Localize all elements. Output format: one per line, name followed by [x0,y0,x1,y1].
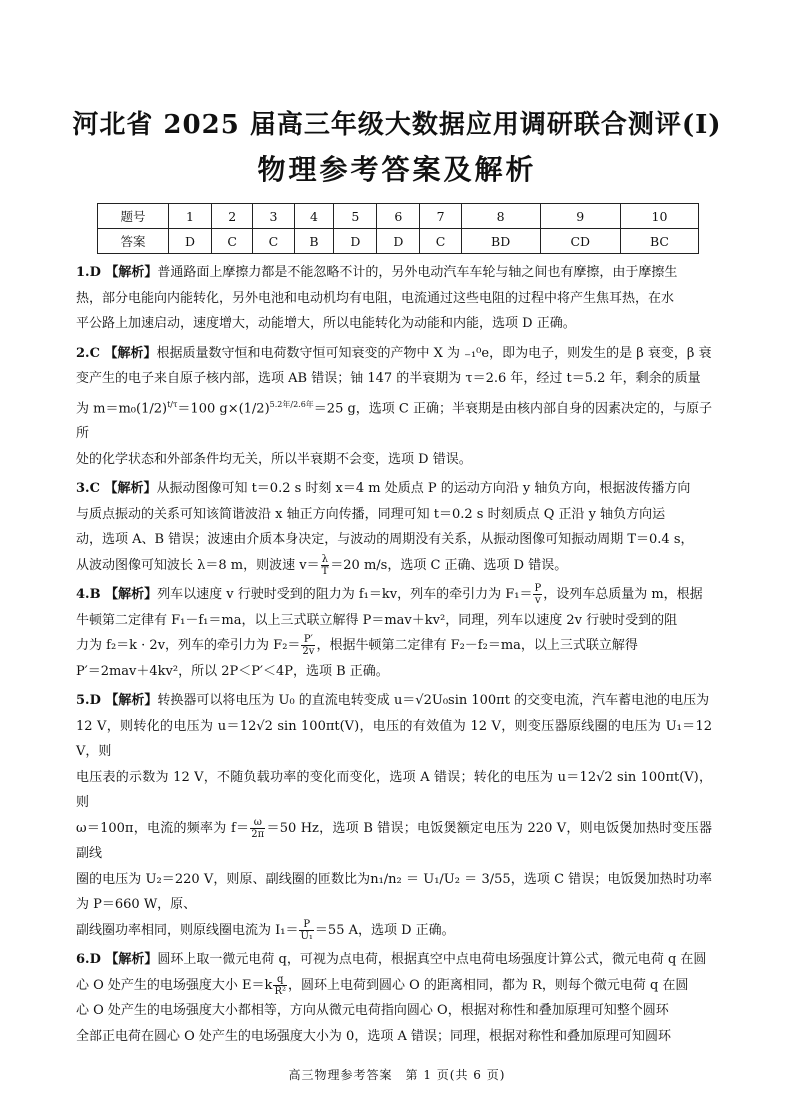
denominator: 2π [251,828,265,840]
denominator: R² [274,985,286,997]
table-cell: BD [461,229,540,254]
text-line: 与质点振动的关系可知该简谐波沿 x 轴正方向传播，同理可知 t＝0.2 s 时刻质点 Q 正沿 y 轴负方向运 [76,506,666,522]
solution-4 [76,582,712,684]
denominator: T [321,565,329,577]
table-cell: CD [540,229,620,254]
table-cell: 3 [253,204,294,229]
text-fragment: ，设列车总质量为 m，根据 [543,587,703,603]
text-line: P′＝2mav＋4kv²，所以 2P＜P′＜4P，选项 B 正确。 [76,663,389,679]
table-cell: C [420,229,461,254]
ratio-expression: n₁/n₂ ＝ U₁/U₂ ＝ 3/55 [370,871,511,887]
text-line: 圆环上取一微元电荷 q，可视为点电荷，根据真空中点电荷电场强度计算公式，微元电荷 q 在圆 [157,952,707,968]
solution-3 [76,476,712,578]
page-subtitle: 物理参考答案及解析 [257,153,537,186]
text-fragment: ，根据牛顿第二定律有 F₂－f₂＝ma，以上三式联立解得 [316,638,638,654]
table-cell: 10 [620,204,698,229]
table-cell: BC [620,229,698,254]
text-fragment: ＝50 Hz，选项 B 错误；电饭煲额定电压为 220 V，则电饭煲加热时变压器副线 [76,820,712,862]
text-line: 处的化学状态和外部条件均无关，所以半衰期不会变，选项 D 错误。 [76,451,472,467]
solution-head: 6.D 【解析】 [76,952,158,968]
text-fragment: ＝55 A，选项 D 正确。 [314,922,455,938]
table-cell: 7 [420,204,461,229]
table-cell: 5 [334,204,377,229]
solution-1 [76,260,712,337]
text-line: 12 V，则转化的电压为 u＝12√2 sin 100πt(V)，电压的有效值为 12 V，则变压器原线圈的电压为 U₁＝12 V，则 [76,718,712,760]
solution-5 [76,688,712,943]
table-cell: 4 [294,204,334,229]
text-line: 电压表的示数为 12 V，不随负载功率的变化而变化，选项 A 错误；转化的电压为 u＝12√2 sin 100πt(V)，则 [76,769,712,811]
denominator: U₁ [300,930,313,942]
denominator: 2v [302,646,315,658]
answer-table-answer-row [98,229,699,254]
numerator: q [273,974,287,986]
text-line: 牛顿第二定律有 F₁－f₁＝ma，以上三式联立解得 P＝mav＋kv²，同理，列车以速度 2v 行驶时受到的阻 [76,612,678,628]
numerator: P [534,583,542,595]
row-label-number: 题号 [98,204,169,229]
table-cell: C [212,229,253,254]
text-line: 变产生的电子来自原子核内部，选项 AB 错误；铀 147 的半衰期为 τ＝2.6 年，经过 t＝5.2 年，剩余的质量 [76,371,701,386]
text-fragment: ，选项 C 错误；电饭煲加热时功率为 P＝660 W，原、 [76,871,712,913]
text-fragment: ＝25 g，选项 C 正确；半衰期是由核内部自身的因素决定的，与原子所 [76,400,713,442]
text-line: 心 O 处产生的电场强度大小都相等，方向从微元电荷指向圆心 O，根据对称性和叠加原理可知整个圆环 [76,1003,669,1019]
page-title: 河北省 2025 届高三年级大数据应用调研联合测评(Ⅰ) [72,110,722,140]
row-label-answer: 答案 [98,229,169,254]
text-fragment: ω＝100π，电流的频率为 f＝ [76,820,250,836]
text-fragment: 列车以速度 v 行驶时受到的阻力为 f₁＝kv，列车的牵引力为 F₁＝ [157,587,533,603]
text-fragment: ＝100 g×(1/2) [177,400,270,416]
denominator: v [534,595,541,607]
text-line: 平公路上加速启动，速度增大，动能增大，所以电能转化为动能和内能，选项 D 正确。 [76,316,576,331]
text-line: 全部正电荷在圆心 O 处产生的电场强度大小为 0，选项 A 错误；同理，根据对称性和叠加原理可知圆环 [76,1028,671,1044]
text-fragment: 心 O 处产生的电场强度大小 E＝k [76,977,273,993]
table-cell: B [294,229,334,254]
text-fragment: 力为 f₂＝k · 2v，列车的牵引力为 F₂＝ [76,638,301,654]
fraction [321,554,330,577]
solution-head: 4.B 【解析】 [76,587,158,603]
table-cell: D [377,229,420,254]
solutions-body [76,260,712,1053]
text-line: 普通路面上摩擦力都是不能忽略不计的，另外电动汽车车轮与轴之间也有摩擦，由于摩擦生 [157,265,678,280]
fraction [250,817,265,840]
solution-head: 3.C 【解析】 [76,481,157,497]
solution-head: 2.C 【解析】 [76,345,157,361]
fraction [301,634,315,657]
text-fragment: ，圆环上电荷到圆心 O 的距离相同，都为 R，则每个微元电荷 q 在圆 [287,977,689,993]
answer-table [97,203,699,254]
text-line: 动，选项 A、B 错误；波速由介质本身决定，与波动的周期没有关系，从振动图像可知振动周期 T＝0.4 s， [76,532,694,548]
table-cell: D [334,229,377,254]
numerator: P′ [301,634,315,646]
table-cell: 6 [377,204,420,229]
exponent: t/τ [167,399,178,409]
numerator: ω [250,817,265,829]
text-line: 根据质量数守恒和电荷数守恒可知衰变的产物中 X 为 ₋₁⁰e，即为电子，则发生的是 β 衰变，β 衰 [156,345,712,361]
fraction [533,583,542,606]
solution-6 [76,947,712,1049]
table-cell: 8 [461,204,540,229]
answer-table-number-row [98,204,699,229]
table-cell: D [169,229,212,254]
table-cell: 9 [540,204,620,229]
text-fragment: ＝20 m/s，选项 C 正确、选项 D 错误。 [330,557,568,573]
text-line: 转换器可以将电压为 U₀ 的直流电转变成 u＝√2U₀sin 100πt 的交变电流，汽车蓄电池的电压为 [157,693,710,709]
table-cell: C [253,229,294,254]
solution-2 [76,341,712,473]
exponent: 5.2年/2.6年 [269,399,314,409]
solution-head: 5.D 【解析】 [76,693,158,709]
fraction [299,919,313,942]
fraction [273,974,287,997]
text-fragment: 副线圈功率相同，则原线圈电流为 I₁＝ [76,922,299,938]
table-cell: 1 [169,204,212,229]
text-line: 热，部分电能向内能转化，另外电池和电动机均有电阻，电流通过这些电阻的过程中将产生焦耳热，在水 [76,290,675,306]
text-fragment: 从波动图像可知波长 λ＝8 m，则波速 v＝ [76,557,320,573]
table-cell: 2 [212,204,253,229]
text-fragment: 圈的电压为 U₂＝220 V，则原、副线圈的匝数比为 [76,871,371,887]
text-line: 从振动图像可知 t＝0.2 s 时刻 x＝4 m 处质点 P 的运动方向沿 y 轴负方向，根据波传播方向 [156,481,691,497]
solution-head: 1.D 【解析】 [76,265,158,280]
text-fragment: 为 m＝m₀(1/2) [76,400,168,416]
numerator: P [299,919,313,931]
page-footer: 高三物理参考答案 第 1 页(共 6 页) [288,1068,506,1082]
numerator: λ [321,553,329,565]
